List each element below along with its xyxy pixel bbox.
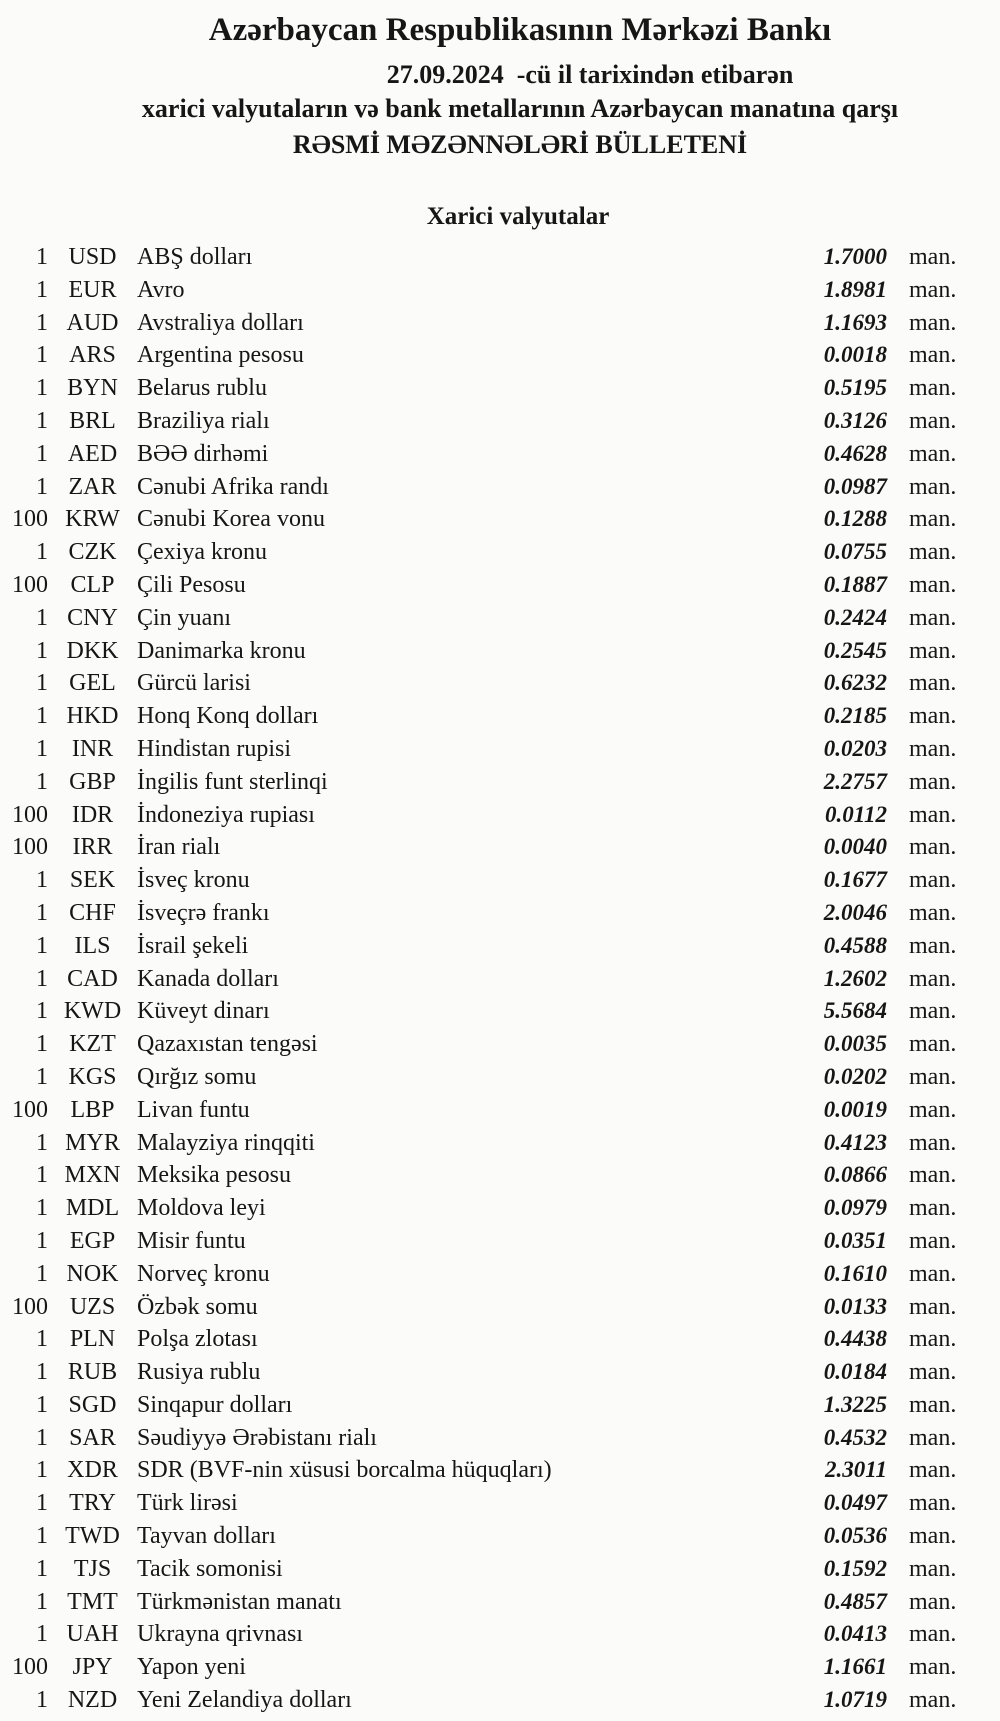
currency-code-cell: TJS xyxy=(73,1555,112,1582)
unit-cell: man. xyxy=(909,571,957,598)
rate-cell: 0.0351 xyxy=(823,1227,887,1253)
unit-cell: man. xyxy=(909,1031,957,1058)
quantity-cell: 1 xyxy=(36,473,48,500)
unit-cell: man. xyxy=(909,1129,957,1156)
rate-cell: 0.0035 xyxy=(823,1031,887,1057)
table-row xyxy=(0,274,965,307)
rate-cell: 5.5684 xyxy=(823,998,887,1024)
quantity-cell: 100 xyxy=(12,1293,48,1320)
table-row xyxy=(0,1323,965,1356)
currency-code-cell: USD xyxy=(68,244,117,270)
currency-name-cell: Cənubi Korea vonu xyxy=(137,506,325,533)
currency-code-cell: TWD xyxy=(65,1523,120,1550)
table-row xyxy=(0,733,965,766)
rate-cell: 0.4532 xyxy=(823,1424,887,1450)
unit-cell: man. xyxy=(909,1424,957,1451)
currency-code-cell: GBP xyxy=(69,768,116,795)
quantity-cell: 1 xyxy=(36,1621,48,1648)
currency-name-cell: Livan funtu xyxy=(137,1096,250,1123)
unit-cell: man. xyxy=(909,1162,957,1189)
rate-cell: 0.0112 xyxy=(825,801,887,827)
rate-cell: 0.5195 xyxy=(823,375,887,401)
rate-cell: 1.1661 xyxy=(823,1654,887,1680)
currency-code-cell: MXN xyxy=(64,1162,121,1189)
table-row xyxy=(0,995,965,1028)
quantity-cell: 1 xyxy=(36,998,48,1025)
quantity-cell: 1 xyxy=(36,1162,48,1189)
effective-date-line: 27.09.2024 -cü il tarixindən etibarən xyxy=(386,60,794,89)
currency-name-cell: Ukrayna qrivnası xyxy=(137,1621,303,1648)
currency-code-cell: SAR xyxy=(69,1424,116,1451)
table-row xyxy=(0,831,965,864)
currency-code-cell: CAD xyxy=(67,965,118,992)
table-row xyxy=(0,766,965,799)
table-row xyxy=(0,536,965,569)
quantity-cell: 1 xyxy=(36,1260,48,1287)
quantity-cell: 1 xyxy=(36,276,48,303)
quantity-cell: 100 xyxy=(12,506,48,533)
unit-cell: man. xyxy=(909,440,957,467)
unit-cell: man. xyxy=(909,1621,957,1648)
currency-code-cell: TRY xyxy=(69,1490,116,1517)
currency-name-cell: Türk lirəsi xyxy=(137,1490,238,1517)
unit-cell: man. xyxy=(909,1523,957,1550)
table-row xyxy=(0,438,965,471)
table-row xyxy=(0,667,965,700)
quantity-cell: 100 xyxy=(12,1654,48,1681)
table-row xyxy=(0,471,965,504)
table-row xyxy=(0,1454,965,1487)
table-row xyxy=(0,241,965,274)
currency-code-cell: BYN xyxy=(67,375,118,402)
rate-cell: 0.0536 xyxy=(823,1523,887,1549)
currency-code-cell: IDR xyxy=(71,801,114,828)
unit-cell: man. xyxy=(909,670,957,697)
unit-cell: man. xyxy=(909,1260,957,1287)
table-row xyxy=(0,1061,965,1094)
document-title: Azərbaycan Respublikasının Mərkəzi Bankı xyxy=(208,12,832,48)
currency-code-cell: MYR xyxy=(65,1129,120,1156)
quantity-cell: 1 xyxy=(36,1063,48,1090)
currency-code-cell: EUR xyxy=(68,276,117,303)
unit-cell: man. xyxy=(909,407,957,434)
table-row xyxy=(0,799,965,832)
table-row xyxy=(0,1291,965,1324)
unit-cell: man. xyxy=(909,375,957,402)
currency-name-cell: Misir funtu xyxy=(137,1227,246,1254)
table-row xyxy=(0,700,965,733)
rate-cell: 2.0046 xyxy=(823,899,887,925)
unit-cell: man. xyxy=(909,1654,957,1681)
currency-name-cell: Cənubi Afrika randı xyxy=(137,473,329,500)
table-row xyxy=(0,897,965,930)
unit-cell: man. xyxy=(909,604,957,631)
quantity-cell: 1 xyxy=(36,768,48,795)
rate-cell: 1.1693 xyxy=(823,309,887,335)
table-row xyxy=(0,1586,965,1619)
currency-code-cell: KWD xyxy=(63,998,122,1025)
currency-name-cell: BƏƏ dirhəmi xyxy=(137,440,269,467)
currency-code-cell: BRL xyxy=(69,407,116,434)
quantity-cell: 100 xyxy=(12,571,48,598)
table-row xyxy=(0,864,965,897)
rate-cell: 0.0133 xyxy=(823,1293,887,1319)
unit-cell: man. xyxy=(909,342,957,369)
currency-name-cell: Braziliya rialı xyxy=(137,407,270,434)
quantity-cell: 1 xyxy=(36,670,48,697)
quantity-cell: 1 xyxy=(36,407,48,434)
table-row xyxy=(0,1684,965,1717)
currency-code-cell: UZS xyxy=(69,1293,116,1320)
quantity-cell: 1 xyxy=(36,375,48,402)
rate-cell: 0.0019 xyxy=(823,1096,887,1122)
currency-name-cell: Qazaxıstan tengəsi xyxy=(137,1031,318,1058)
currency-name-cell: Tayvan dolları xyxy=(137,1523,276,1550)
currency-code-cell: DKK xyxy=(66,637,119,664)
quantity-cell: 100 xyxy=(12,1096,48,1123)
table-row xyxy=(0,1520,965,1553)
quantity-cell: 1 xyxy=(36,899,48,926)
currency-name-cell: Yapon yeni xyxy=(137,1654,246,1681)
rate-cell: 0.1887 xyxy=(823,571,887,597)
quantity-cell: 1 xyxy=(36,604,48,631)
currency-code-cell: HKD xyxy=(66,703,119,730)
quantity-cell: 1 xyxy=(36,1227,48,1254)
currency-code-cell: NZD xyxy=(67,1687,118,1714)
currency-code-cell: CLP xyxy=(70,571,115,598)
unit-cell: man. xyxy=(909,309,957,336)
table-row xyxy=(0,1258,965,1291)
unit-cell: man. xyxy=(909,899,957,926)
quantity-cell: 1 xyxy=(36,440,48,467)
table-row xyxy=(0,1422,965,1455)
currency-name-cell: Belarus rublu xyxy=(137,375,267,402)
currency-code-cell: RUB xyxy=(67,1359,118,1386)
quantity-cell: 100 xyxy=(12,834,48,861)
rate-cell: 0.0979 xyxy=(823,1195,887,1221)
rate-cell: 0.0413 xyxy=(823,1621,887,1647)
currency-name-cell: Avro xyxy=(137,276,185,303)
table-row xyxy=(0,503,965,536)
unit-cell: man. xyxy=(909,1490,957,1517)
unit-cell: man. xyxy=(909,834,957,861)
unit-cell: man. xyxy=(909,1391,957,1418)
unit-cell: man. xyxy=(909,867,957,894)
rate-cell: 1.7000 xyxy=(823,244,887,269)
quantity-cell: 1 xyxy=(36,867,48,894)
currency-name-cell: Tacik somonisi xyxy=(137,1555,283,1582)
unit-cell: man. xyxy=(909,801,957,828)
unit-cell: man. xyxy=(909,1063,957,1090)
table-row xyxy=(0,569,965,602)
quantity-cell: 1 xyxy=(36,1457,48,1484)
currency-name-cell: İran rialı xyxy=(137,834,221,861)
unit-cell: man. xyxy=(909,473,957,500)
currency-code-cell: KZT xyxy=(69,1031,116,1058)
rate-cell: 0.0866 xyxy=(823,1162,887,1188)
currency-name-cell: Sinqapur dolları xyxy=(137,1391,293,1418)
currency-name-cell: Gürcü larisi xyxy=(137,670,251,697)
table-row xyxy=(0,1192,965,1225)
unit-cell: man. xyxy=(909,1588,957,1615)
rate-cell: 0.2185 xyxy=(823,703,887,729)
currency-code-cell: MDL xyxy=(65,1195,120,1222)
currency-code-cell: CNY xyxy=(67,604,118,631)
currency-name-cell: Çexiya kronu xyxy=(137,539,267,566)
table-row xyxy=(0,1389,965,1422)
currency-code-cell: KRW xyxy=(65,506,120,533)
unit-cell: man. xyxy=(909,1195,957,1222)
quantity-cell: 1 xyxy=(36,965,48,992)
currency-name-cell: İngilis funt sterlinqi xyxy=(137,768,328,795)
currency-name-cell: Səudiyyə Ərəbistanı rialı xyxy=(137,1424,377,1451)
currency-name-cell: Yeni Zelandiya dolları xyxy=(137,1687,352,1714)
table-row xyxy=(0,1553,965,1586)
currency-code-cell: PLN xyxy=(69,1326,116,1353)
rates-table xyxy=(0,241,965,1717)
currency-name-cell: Çili Pesosu xyxy=(137,571,246,598)
table-row xyxy=(0,405,965,438)
rate-cell: 1.2602 xyxy=(823,965,887,991)
quantity-cell: 1 xyxy=(36,1588,48,1615)
quantity-cell: 1 xyxy=(36,1523,48,1550)
rate-cell: 0.3126 xyxy=(823,407,887,433)
rate-cell: 0.1592 xyxy=(823,1555,887,1581)
rate-cell: 1.3225 xyxy=(823,1391,887,1417)
quantity-cell: 1 xyxy=(36,1326,48,1353)
currency-name-cell: Polşa zlotası xyxy=(137,1326,258,1353)
unit-cell: man. xyxy=(909,1227,957,1254)
currency-code-cell: TMT xyxy=(67,1588,118,1615)
rate-cell: 0.6232 xyxy=(823,670,887,696)
currency-name-cell: Hindistan rupisi xyxy=(137,735,291,762)
document-subtitle: xarici valyutaların və bank metallarının Azərbaycan manatına qarşı xyxy=(141,94,899,123)
quantity-cell: 1 xyxy=(36,637,48,664)
unit-cell: man. xyxy=(909,539,957,566)
rate-cell: 0.4438 xyxy=(823,1326,887,1352)
table-row xyxy=(0,1028,965,1061)
currency-code-cell: EGP xyxy=(69,1227,116,1254)
quantity-cell: 1 xyxy=(36,932,48,959)
currency-name-cell: SDR (BVF-nin xüsusi borcalma hüquqları) xyxy=(137,1457,552,1484)
currency-code-cell: KGS xyxy=(68,1063,117,1090)
rate-cell: 0.0755 xyxy=(823,539,887,565)
currency-code-cell: SGD xyxy=(68,1391,117,1418)
unit-cell: man. xyxy=(909,276,957,303)
rate-cell: 0.0202 xyxy=(823,1063,887,1089)
currency-code-cell: CZK xyxy=(68,539,117,566)
rate-cell: 0.0184 xyxy=(823,1359,887,1385)
table-row xyxy=(0,1618,965,1651)
rate-cell: 0.4857 xyxy=(823,1588,887,1614)
table-row xyxy=(0,307,965,340)
currency-name-cell: Norveç kronu xyxy=(137,1260,270,1287)
currency-code-cell: ILS xyxy=(74,932,111,959)
currency-name-cell: Meksika pesosu xyxy=(137,1162,291,1189)
rate-cell: 0.0040 xyxy=(823,834,887,860)
rate-cell: 2.3011 xyxy=(825,1457,887,1483)
table-row xyxy=(0,372,965,405)
table-row xyxy=(0,602,965,635)
unit-cell: man. xyxy=(909,998,957,1025)
currency-name-cell: Moldova leyi xyxy=(137,1195,266,1222)
quantity-cell: 1 xyxy=(36,1555,48,1582)
currency-code-cell: LBP xyxy=(70,1096,115,1123)
currency-name-cell: İsrail şekeli xyxy=(137,932,249,959)
table-row xyxy=(0,1094,965,1127)
currency-name-cell: Malayziya rinqqiti xyxy=(137,1129,315,1156)
quantity-cell: 1 xyxy=(36,1391,48,1418)
unit-cell: man. xyxy=(909,1293,957,1320)
unit-cell: man. xyxy=(909,506,957,533)
currency-name-cell: İndoneziya rupiası xyxy=(137,801,315,828)
currency-code-cell: SEK xyxy=(69,867,116,894)
table-row xyxy=(0,635,965,668)
quantity-cell: 1 xyxy=(36,309,48,336)
quantity-cell: 1 xyxy=(36,735,48,762)
unit-cell: man. xyxy=(909,965,957,992)
rate-cell: 0.4588 xyxy=(823,932,887,958)
unit-cell: man. xyxy=(909,1096,957,1123)
currency-code-cell: UAH xyxy=(66,1621,119,1648)
quantity-cell: 1 xyxy=(36,1490,48,1517)
rate-cell: 0.1677 xyxy=(823,867,887,893)
currency-name-cell: Kanada dolları xyxy=(137,965,279,992)
unit-cell: man. xyxy=(909,1687,957,1714)
currency-code-cell: ARS xyxy=(69,342,116,369)
currency-code-cell: JPY xyxy=(72,1654,113,1681)
currency-code-cell: CHF xyxy=(69,899,116,926)
currency-name-cell: İsveçrə frankı xyxy=(137,899,270,926)
quantity-cell: 1 xyxy=(36,1129,48,1156)
table-row xyxy=(0,1651,965,1684)
currency-name-cell: Özbək somu xyxy=(137,1293,258,1320)
currency-name-cell: Avstraliya dolları xyxy=(137,309,304,336)
currency-name-cell: Rusiya rublu xyxy=(137,1359,261,1386)
bulletin-title: RƏSMİ MƏZƏNNƏLƏRİ BÜLLETENİ xyxy=(292,130,748,159)
table-row xyxy=(0,1159,965,1192)
quantity-cell: 1 xyxy=(36,1195,48,1222)
table-row xyxy=(0,1356,965,1389)
rate-cell: 0.2545 xyxy=(823,637,887,663)
unit-cell: man. xyxy=(909,1555,957,1582)
currency-name-cell: Türkmənistan manatı xyxy=(137,1588,342,1615)
quantity-cell: 1 xyxy=(36,1687,48,1714)
unit-cell: man. xyxy=(909,703,957,730)
table-row xyxy=(0,963,965,996)
currency-name-cell: Danimarka kronu xyxy=(137,637,306,664)
rate-cell: 0.1288 xyxy=(823,506,887,532)
currency-name-cell: İsveç kronu xyxy=(137,867,250,894)
unit-cell: man. xyxy=(909,768,957,795)
currency-code-cell: NOK xyxy=(66,1260,119,1287)
section-heading-foreign-currencies: Xarici valyutalar xyxy=(426,203,610,230)
currency-code-cell: XDR xyxy=(67,1457,118,1484)
unit-cell: man. xyxy=(909,244,957,270)
quantity-cell: 1 xyxy=(36,342,48,369)
rate-cell: 0.0203 xyxy=(823,735,887,761)
table-row xyxy=(0,1487,965,1520)
quantity-cell: 1 xyxy=(36,539,48,566)
rate-cell: 0.0987 xyxy=(823,473,887,499)
table-row xyxy=(0,1127,965,1160)
rate-cell: 0.1610 xyxy=(823,1260,887,1286)
quantity-cell: 1 xyxy=(36,1359,48,1386)
table-row xyxy=(0,930,965,963)
unit-cell: man. xyxy=(909,1359,957,1386)
rate-cell: 2.2757 xyxy=(823,768,887,794)
quantity-cell: 1 xyxy=(36,1424,48,1451)
currency-code-cell: IRR xyxy=(72,834,113,861)
currency-name-cell: Argentina pesosu xyxy=(137,342,304,369)
rate-cell: 0.0018 xyxy=(823,342,887,368)
quantity-cell: 1 xyxy=(36,244,48,270)
table-row xyxy=(0,339,965,372)
unit-cell: man. xyxy=(909,735,957,762)
unit-cell: man. xyxy=(909,637,957,664)
rate-cell: 1.0719 xyxy=(823,1687,887,1713)
currency-code-cell: INR xyxy=(71,735,114,762)
rate-cell: 0.0497 xyxy=(823,1490,887,1516)
rate-cell: 1.8981 xyxy=(823,276,887,302)
unit-cell: man. xyxy=(909,932,957,959)
currency-code-cell: AED xyxy=(67,440,118,467)
rate-cell: 0.4123 xyxy=(823,1129,887,1155)
currency-name-cell: Küveyt dinarı xyxy=(137,998,270,1025)
quantity-cell: 1 xyxy=(36,703,48,730)
currency-code-cell: GEL xyxy=(69,670,116,697)
currency-code-cell: ZAR xyxy=(68,473,117,500)
currency-name-cell: Çin yuanı xyxy=(137,604,231,631)
table-row xyxy=(0,1225,965,1258)
unit-cell: man. xyxy=(909,1326,957,1353)
rate-cell: 0.4628 xyxy=(823,440,887,466)
currency-name-cell: ABŞ dolları xyxy=(137,244,253,270)
currency-name-cell: Qırğız somu xyxy=(137,1063,257,1090)
currency-name-cell: Honq Konq dolları xyxy=(137,703,319,730)
quantity-cell: 100 xyxy=(12,801,48,828)
rate-cell: 0.2424 xyxy=(823,604,887,630)
currency-code-cell: AUD xyxy=(66,309,119,336)
quantity-cell: 1 xyxy=(36,1031,48,1058)
unit-cell: man. xyxy=(909,1457,957,1484)
